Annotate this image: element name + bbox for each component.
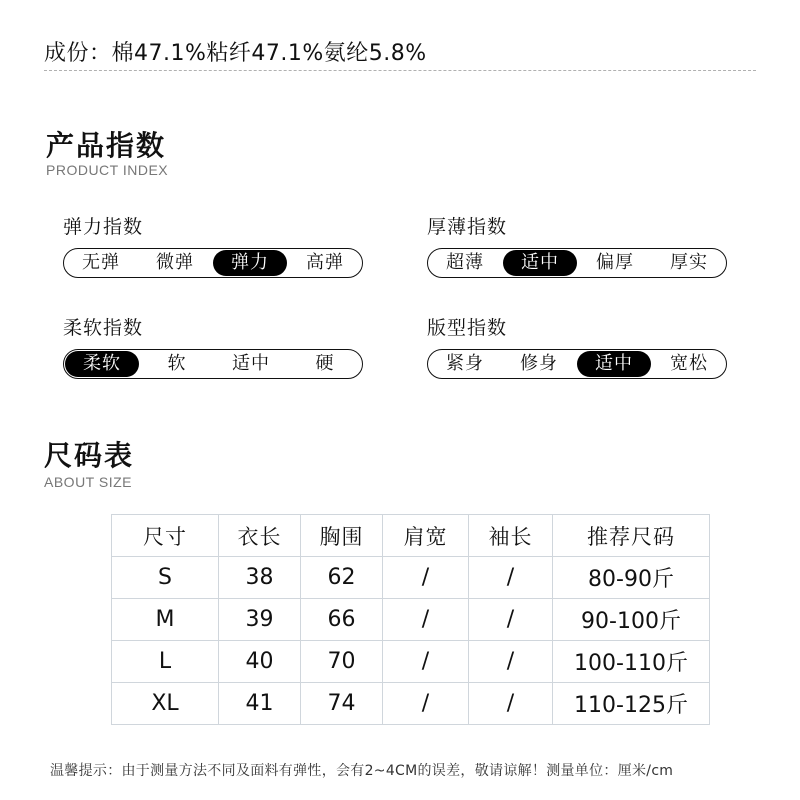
index-option: 软 <box>167 353 187 374</box>
table-cell: 66 <box>301 599 383 641</box>
index-option: 偏厚 <box>596 252 634 273</box>
table-row <box>112 557 710 599</box>
index-option: 厚实 <box>670 252 708 273</box>
index-option: 微弹 <box>156 252 194 273</box>
index-title: 厚薄指数 <box>427 216 508 238</box>
index-option: 无弹 <box>82 252 120 273</box>
table-cell: XL <box>112 683 219 725</box>
thickness-index <box>427 212 727 278</box>
table-cell: / <box>383 683 469 725</box>
table-cell: 38 <box>219 557 301 599</box>
header-cell: 肩宽 <box>383 515 469 557</box>
table-cell: 90-100斤 <box>553 599 710 641</box>
table-cell: 100-110斤 <box>553 641 710 683</box>
index-scale <box>427 349 727 379</box>
index-option: 紧身 <box>446 353 484 374</box>
softness-index <box>63 313 363 379</box>
index-option: 高弹 <box>306 252 344 273</box>
table-cell: 70 <box>301 641 383 683</box>
table-cell: 62 <box>301 557 383 599</box>
table-row <box>112 599 710 641</box>
table-cell: / <box>383 557 469 599</box>
index-option-selected: 适中 <box>503 250 577 276</box>
table-header-row <box>112 515 710 557</box>
elasticity-index <box>63 212 363 278</box>
index-scale <box>427 248 727 278</box>
table-cell: 40 <box>219 641 301 683</box>
table-cell: 80-90斤 <box>553 557 710 599</box>
header-cell: 胸围 <box>301 515 383 557</box>
product-index-title: 产品指数 <box>46 129 167 162</box>
table-cell: S <box>112 557 219 599</box>
fit-index <box>427 313 727 379</box>
index-option: 超薄 <box>446 252 484 273</box>
table-cell: 41 <box>219 683 301 725</box>
table-cell: / <box>383 641 469 683</box>
index-option: 硬 <box>315 353 335 374</box>
size-chart-subtitle: ABOUT SIZE <box>44 474 132 490</box>
index-title: 弹力指数 <box>63 216 144 238</box>
dashed-divider <box>44 70 756 71</box>
product-index-subtitle: PRODUCT INDEX <box>46 162 169 178</box>
size-chart-title: 尺码表 <box>44 439 135 472</box>
table-cell: / <box>469 599 553 641</box>
table-cell: / <box>469 641 553 683</box>
header-cell: 推荐尺码 <box>553 515 710 557</box>
index-option-selected: 弹力 <box>213 250 287 276</box>
table-cell: / <box>469 557 553 599</box>
table-cell: 39 <box>219 599 301 641</box>
table-row <box>112 641 710 683</box>
size-table <box>111 514 710 725</box>
index-scale <box>63 248 363 278</box>
header-cell: 尺寸 <box>112 515 219 557</box>
table-row <box>112 683 710 725</box>
table-cell: L <box>112 641 219 683</box>
index-scale <box>63 349 363 379</box>
table-cell: / <box>383 599 469 641</box>
index-option: 宽松 <box>670 353 708 374</box>
index-option: 适中 <box>232 353 270 374</box>
measurement-note: 温馨提示：由于测量方法不同及面料有弹性，会有2~4CM的误差，敬请谅解！测量单位：厘米/cm <box>50 763 674 779</box>
table-cell: M <box>112 599 219 641</box>
table-cell: 110-125斤 <box>553 683 710 725</box>
index-option: 修身 <box>520 353 558 374</box>
header-cell: 袖长 <box>469 515 553 557</box>
table-cell: 74 <box>301 683 383 725</box>
index-option-selected: 柔软 <box>65 351 139 377</box>
index-title: 柔软指数 <box>63 317 144 339</box>
table-cell: / <box>469 683 553 725</box>
composition-text: 成份：棉47.1%粘纤47.1%氨纶5.8% <box>44 41 427 66</box>
header-cell: 衣长 <box>219 515 301 557</box>
index-option-selected: 适中 <box>577 351 651 377</box>
index-title: 版型指数 <box>427 317 508 339</box>
